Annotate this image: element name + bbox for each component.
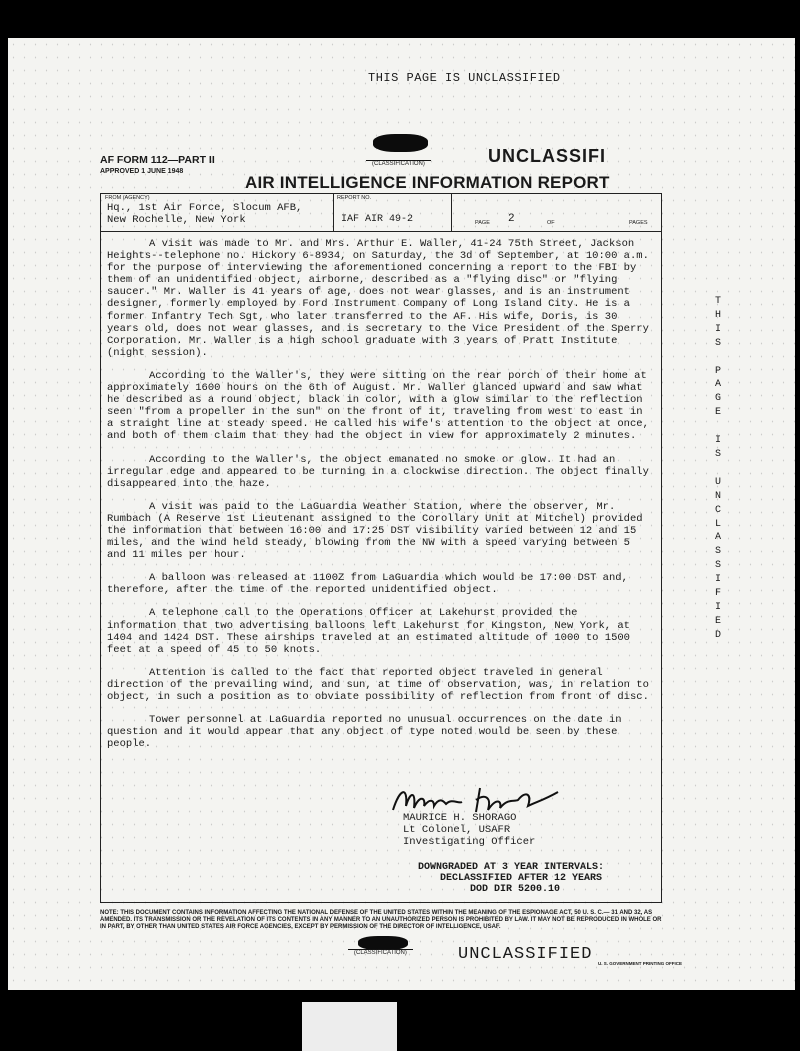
- body-paragraph-5: A balloon was released at 1100Z from LaGuardia which would be 17:00 DST and, therefore, after the time of the reported unidentified object.: [107, 572, 628, 597]
- side-stamp-letter: [711, 351, 725, 365]
- report-body: [107, 238, 652, 761]
- redaction-mark-top: [373, 134, 428, 152]
- body-paragraph-7: Attention is called to the fact that reported object traveled in general direction of the prevailing wind, and sun, at time of observation, was, in relation to object, in such a position as to obviate possibility of reflection from front of disc.: [107, 666, 649, 703]
- legal-notice: NOTE: THIS DOCUMENT CONTAINS INFORMATION AFFECTING THE NATIONAL DEFENSE OF THE UNITED STATES WITHIN THE MEANING OF THE ESPIONAGE ACT, 50 U. S. C.— 31 AND 32, AS AMENDED. ITS TRANSMISSION OR THE REVELATION OF ITS CONTENTS IN ANY MANNER TO AN UNAUTHORIZED PERSON IS PROHIBITED BY LAW. IT MAY NOT BE REPRODUCED IN WHOLE OR IN PART, BY OTHER THAN UNITED STATES AIR FORCE AGENCIES, EXCEPT BY PERMISSION OF THE DIRECTOR OF INTELLIGENCE, USAF.: [100, 910, 662, 930]
- body-paragraph-1: A visit was made to Mr. and Mrs. Arthur E. Waller, 41-24 75th Street, Jackson Heights--telephone no. Hickory 6-8934, on Saturday, the 3d of September, at 10:00 a.m. for the purpose of interviewing the aforementioned concerning a report to the FBI by them of an unidentified object, airborne, described as a "flying disc" or "flying saucer." Mr. Waller is 41 years of age, does not wear glasses, and is an instrument designer, formerly employed by Ford Instrument Company of Long Island City. He is a former Infantry Tech Sgt, who later transferred to the AF. His wife, Doris, is 30 years old, does not wear glasses, and is secretary to the Vice President of the Sperry Corporation. Mr. Waller is a high school graduate with 3 years of Pratt Institute (night session).: [107, 238, 649, 359]
- form-header-row: [101, 194, 661, 232]
- side-stamp-letter: I: [714, 323, 721, 335]
- side-stamp-letter: E: [714, 615, 721, 627]
- page-label: PAGE: [475, 220, 490, 226]
- report-form: [100, 193, 662, 903]
- side-stamp-letter: G: [714, 393, 721, 405]
- side-stamp-letter: T: [714, 296, 721, 307]
- report-no-value: IAF AIR 49-2: [341, 214, 414, 225]
- side-stamp-letter: D: [714, 629, 721, 641]
- scan-margin-strip: [302, 1002, 397, 1051]
- side-stamp-letter: S: [714, 560, 721, 572]
- side-stamp-letter: A: [714, 379, 721, 391]
- report-no-label: REPORT NO.: [337, 195, 372, 201]
- body-paragraph-6: A telephone call to the Operations Officer at Lakehurst provided the information that two advertising balloons left Lakehurst for Kingston, New York, at 1404 and 1424 DST. These airships traveled at an estimated altitude of 1000 to 1500 feet at a speed of 45 to 50 knots.: [107, 607, 630, 656]
- header-divider: [451, 194, 452, 231]
- signer-title: Investigating Officer: [403, 836, 536, 848]
- side-stamp-letter: S: [714, 546, 721, 558]
- classification-label-bottom: (CLASSIFICATION): [348, 949, 413, 956]
- side-stamp-letter: [711, 420, 725, 434]
- side-stamp-letter: A: [714, 532, 721, 544]
- redaction-mark-bottom: [358, 936, 408, 950]
- pages-label: PAGES: [629, 220, 648, 226]
- side-stamp-letter: C: [714, 504, 721, 516]
- printing-office-mark: U. S. GOVERNMENT PRINTING OFFICE: [598, 961, 683, 966]
- classification-stamp-bottom: UNCLASSIFIED: [458, 945, 593, 964]
- form-number: AF FORM 112—PART II: [100, 154, 215, 166]
- from-label: FROM (AGENCY): [105, 195, 150, 201]
- side-stamp-letter: N: [714, 490, 721, 502]
- downgrade-line-2: DECLASSIFIED AFTER 12 YEARS: [440, 873, 603, 884]
- page-value: 2: [508, 213, 515, 225]
- of-label: OF: [547, 220, 555, 226]
- from-value: Hq., 1st Air Force, Slocum AFB, New Rochelle, New York: [107, 202, 303, 226]
- classification-stamp-top: UNCLASSIFI: [488, 146, 606, 166]
- downgrade-stamp: [418, 862, 604, 895]
- side-classification-stamp: [711, 295, 725, 643]
- page-banner: THIS PAGE IS UNCLASSIFIED: [368, 71, 561, 85]
- signature-block: [403, 812, 535, 848]
- classification-label-top: (CLASSIFICATION): [366, 160, 431, 167]
- side-stamp-letter: S: [714, 448, 721, 460]
- side-stamp-letter: U: [714, 476, 721, 488]
- side-stamp-letter: E: [714, 407, 721, 419]
- body-paragraph-2: According to the Waller's, they were sitting on the rear porch of their home at approximately 1600 hours on the 6th of August. Mr. Waller glanced upward and saw what he described as a round object, black in color, with a glow similar to the reflection seen "from a propeller in the sun" on the front of it, traveling from west to east in a straight line at steady speed. He called his wife's attention to the object at once, and both of them claim that they had the object in view for approximately 2 minutes.: [107, 369, 649, 443]
- signer-rank: Lt Colonel, USAFR: [403, 824, 511, 836]
- side-stamp-letter: L: [714, 518, 721, 530]
- form-identifier: [100, 155, 215, 177]
- side-stamp-letter: I: [714, 601, 721, 613]
- downgrade-line-3: DOD DIR 5200.10: [470, 884, 561, 895]
- side-stamp-letter: [711, 462, 725, 476]
- document-page: [8, 38, 795, 990]
- side-stamp-letter: H: [714, 309, 721, 321]
- form-approval-date: APPROVED 1 JUNE 1948: [100, 168, 184, 175]
- header-divider: [333, 194, 334, 231]
- side-stamp-letter: I: [714, 435, 721, 447]
- side-stamp-letter: I: [714, 574, 721, 586]
- body-paragraph-3: According to the Waller's, the object emanated no smoke or glow. It had an irregular edge and appeared to be turning in a clockwise direction. The object finally disappeared into the haze.: [107, 453, 649, 490]
- side-stamp-letter: P: [714, 365, 721, 377]
- report-title: AIR INTELLIGENCE INFORMATION REPORT: [245, 173, 610, 192]
- signer-name: MAURICE H. SHORAGO: [403, 812, 517, 824]
- downgrade-line-1: DOWNGRADED AT 3 YEAR INTERVALS:: [418, 862, 605, 873]
- side-stamp-letter: S: [714, 337, 721, 349]
- side-stamp-letter: F: [714, 588, 721, 600]
- body-paragraph-8: Tower personnel at LaGuardia reported no unusual occurrences on the date in question and it would appear that any object of type noted would be seen by these people.: [107, 714, 622, 751]
- body-paragraph-4: A visit was paid to the LaGuardia Weather Station, where the observer, Mr. Rumbach (A Reserve 1st Lieutenant assigned to the Corollary Unit at Mitchel) provided the information that between 16:00 and 17:25 DST visibility varied between 12 and 15 miles, and the wind held steady, blowing from the NW with a speed varying between 5 and 11 miles per hour.: [107, 500, 643, 562]
